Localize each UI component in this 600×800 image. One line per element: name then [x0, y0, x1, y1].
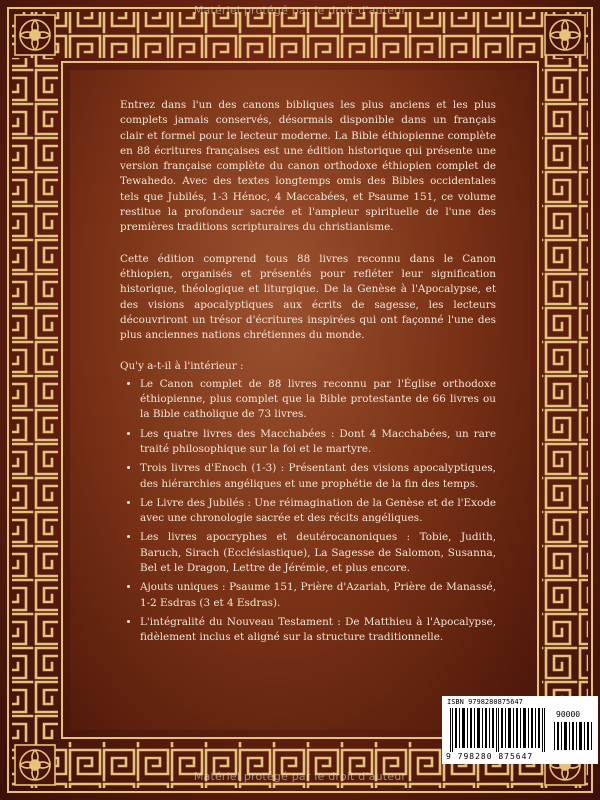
price-code: 90000: [556, 710, 581, 719]
isbn-digits: 9 798280 875647: [446, 752, 534, 761]
barcode-bars: [450, 708, 550, 752]
list-item: • Les quatre livres des Macchabées : Dont 4 Macchabées, un rare traité philosophique sur la foi et le martyre.: [140, 427, 496, 458]
inside-heading: Qu'y a-t-il à l'intérieur :: [120, 360, 244, 373]
intro-paragraph: Entrez dans l'un des canons bibliques les plus anciens et les plus complets jamais conservés, désormais disponible dans un français clair et formel pour le lecteur moderne. La Bible éthiopienne complète en 88 écritures françaises est une édition historique qui présente une version française complète du canon orthodoxe éthiopien complet de Tewahedo. Avec des textes longtemps omis des Bibles occidentales tels que Jubilés, 1-3 Hénoc, 4 Maccabées, et Psaume 151, ce volume restitue la profondeur sacrée et l'ampleur spirituelle de l'une des premières traditions scripturaires du christianisme.: [120, 99, 496, 234]
price-barcode-bars: [554, 722, 592, 750]
list-item: • Le Livre des Jubilés : Une réimagination de la Genèse et de l'Exode avec une chronologie sacrée et des récits angéliques.: [140, 496, 496, 527]
copyright-watermark-bottom: Matériel protégé par le droit d'auteur: [193, 770, 407, 783]
list-item: • L'intégralité du Nouveau Testament : De Matthieu à l'Apocalypse, fidèlement inclus et aligné sur la structure traditionnelle.: [140, 615, 496, 646]
list-item: • Trois livres d'Enoch (1-3) : Présentant des visions apocalyptiques, des hiérarchies angéliques et une prophétie de la fin des temps.: [140, 461, 496, 492]
copyright-watermark-top: Matériel protégé par le droit d'auteur: [193, 4, 407, 17]
isbn-label: ISBN 9798280875647: [447, 698, 523, 706]
list-item: • Le Canon complet de 88 livres reconnu par l'Église orthodoxe éthiopienne, plus complet que la Bible protestante de 66 livres ou la Bible catholique de 73 livres.: [140, 377, 496, 423]
list-item: • Ajouts uniques : Psaume 151, Prière d'Azariah, Prière de Manassé, 1-2 Esdras (3 et 4 Esdras).: [140, 580, 496, 611]
back-cover-text: [120, 98, 496, 650]
contents-list: [120, 377, 496, 646]
isbn-barcode: [442, 696, 598, 764]
list-item: • Les livres apocryphes et deutérocanoniques : Tobie, Judith, Baruch, Sirach (Ecclésiastique), La Sagesse de Salomon, Susanna, Bel et le Dragon, Lettre de Jérémie, et plus encore.: [140, 530, 496, 576]
second-paragraph: Cette édition comprend tous 88 livres reconnu dans le Canon éthiopien, organisés et présentés pour refléter leur signification historique, théologique et liturgique. De la Genèse à l'Apocalypse, et des visions apocalyptiques aux écrits de sagesse, les lecteurs découvriront un trésor d'écritures inspirées qui ont façonné l'une des plus anciennes nations chrétiennes du monde.: [120, 252, 496, 342]
